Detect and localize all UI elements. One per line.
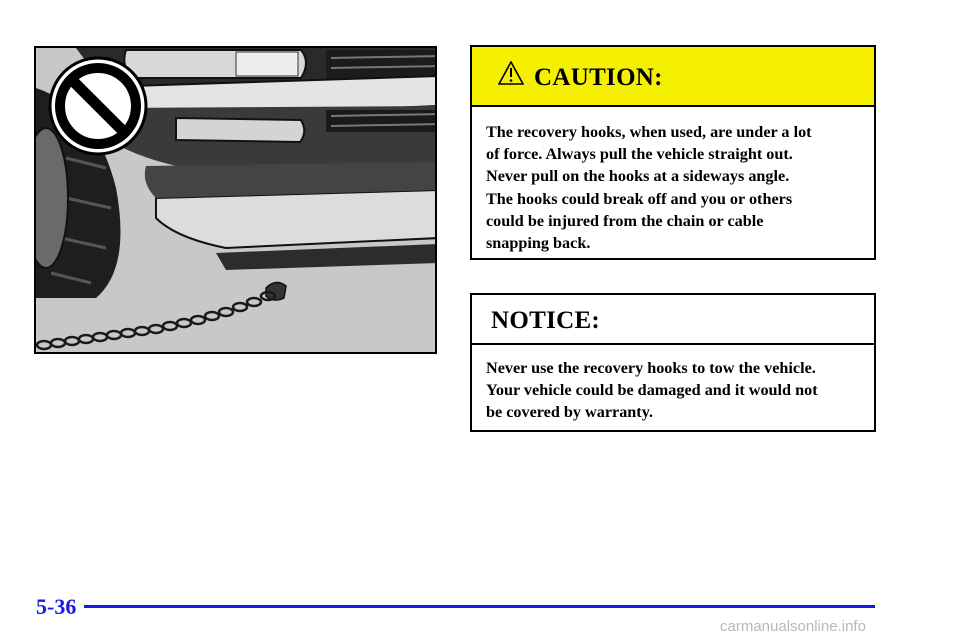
caution-text	[472, 107, 874, 254]
footer-rule	[84, 605, 875, 608]
page-number: 5-36	[36, 594, 77, 619]
prohibition-sign-icon	[50, 58, 146, 154]
caution-line: of force. Always pull the vehicle straight out.	[486, 145, 793, 164]
notice-title: NOTICE:	[491, 307, 601, 334]
caution-title: CAUTION:	[534, 64, 663, 91]
caution-line: Never pull on the hooks at a sideways angle.	[486, 167, 790, 186]
caution-line: The hooks could break off and you or others	[486, 189, 793, 208]
notice-box	[470, 293, 876, 432]
watermark: carmanualsonline.info	[720, 618, 866, 635]
recovery-hook-illustration	[34, 46, 437, 354]
caution-box	[470, 45, 876, 260]
illustration-drawing	[36, 48, 437, 354]
caution-line: snapping back.	[486, 234, 591, 253]
warning-triangle-icon	[498, 61, 524, 90]
caution-line: could be injured from the chain or cable	[486, 211, 764, 230]
notice-line: be covered by warranty.	[486, 403, 653, 422]
caution-header	[472, 47, 874, 107]
notice-header	[472, 295, 874, 345]
notice-line: Never use the recovery hooks to tow the vehicle.	[486, 359, 816, 377]
notice-text	[472, 345, 874, 424]
notice-line: Your vehicle could be damaged and it would not	[486, 381, 818, 400]
caution-line: The recovery hooks, when used, are under a lot	[486, 123, 812, 141]
